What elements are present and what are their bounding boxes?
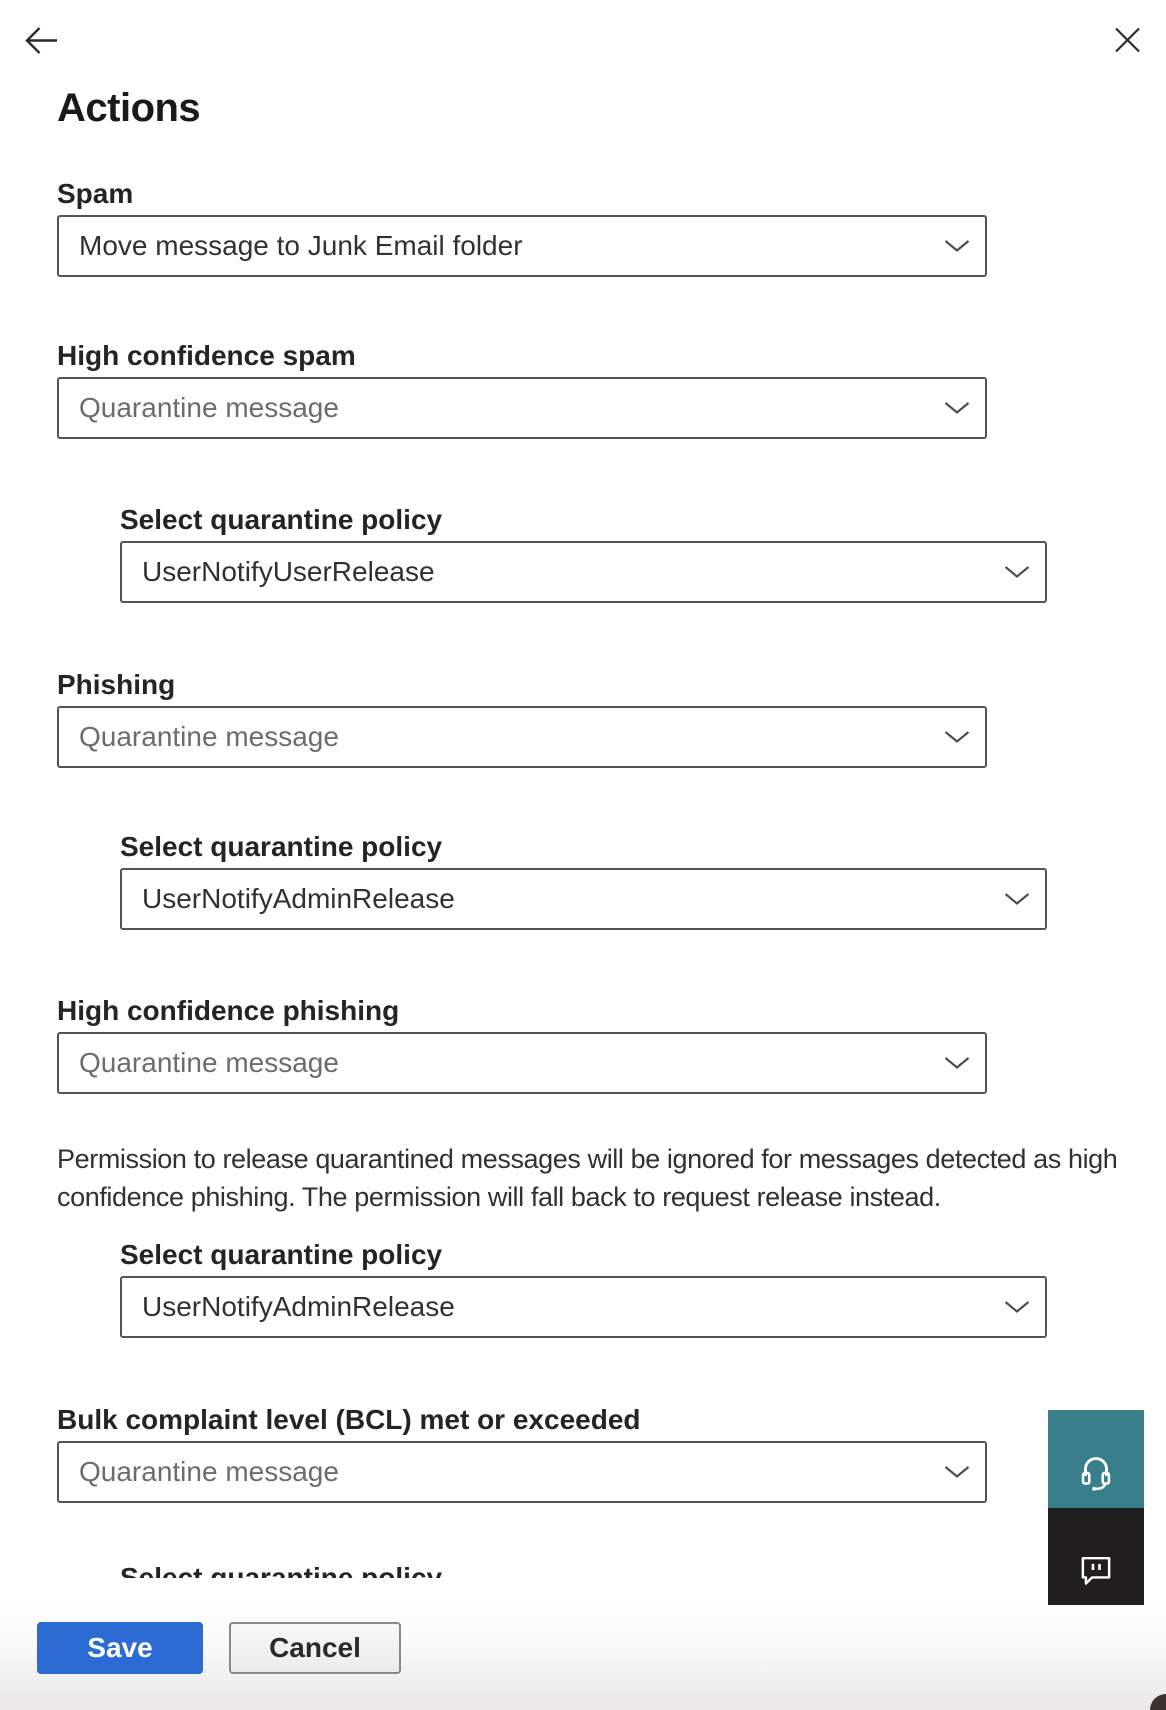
field-phishing <box>57 668 987 768</box>
page-title: Actions <box>57 86 201 130</box>
hcs-quarantine-policy-label: Select quarantine policy <box>120 504 443 535</box>
high-confidence-phishing-note: Permission to release quarantined messages will be ignored for messages detected as high confidence phishing. The permission will fall back to request release instead. <box>57 1144 1118 1212</box>
phishing-label: Phishing <box>57 669 176 700</box>
high-confidence-phishing-value: Quarantine message <box>79 1047 339 1078</box>
close-button[interactable] <box>1114 26 1141 54</box>
spam-action-select[interactable] <box>57 215 987 277</box>
field-high-confidence-spam <box>57 339 987 439</box>
chevron-down-icon <box>944 240 970 253</box>
cancel-button[interactable]: Cancel <box>229 1622 401 1674</box>
phishing-value: Quarantine message <box>79 721 339 752</box>
bcl-value: Quarantine message <box>79 1456 339 1487</box>
phishing-quarantine-policy-label: Select quarantine policy <box>120 831 443 862</box>
footer-bar <box>0 1578 1166 1710</box>
spam-label: Spam <box>57 178 134 209</box>
assistance-buttons <box>1048 1410 1144 1605</box>
phishing-select[interactable] <box>57 706 987 768</box>
phishing-quarantine-policy-select[interactable] <box>120 868 1047 930</box>
high-confidence-phishing-label: High confidence phishing <box>57 995 400 1026</box>
field-spam <box>57 177 987 277</box>
chat-bubble-icon <box>1075 1549 1117 1591</box>
bcl-label: Bulk complaint level (BCL) met or exceeded <box>57 1404 641 1435</box>
field-phishing-quarantine-policy <box>120 830 1047 930</box>
chevron-down-icon <box>944 1466 970 1479</box>
chevron-down-icon <box>1004 893 1030 906</box>
save-button[interactable]: Save <box>37 1622 203 1674</box>
close-icon <box>1114 26 1141 54</box>
arrow-left-icon <box>24 23 58 58</box>
hcs-quarantine-policy-value: UserNotifyUserRelease <box>142 556 435 587</box>
chevron-down-icon <box>1004 1301 1030 1314</box>
high-confidence-phishing-select[interactable] <box>57 1032 987 1094</box>
back-button[interactable] <box>24 23 58 58</box>
high-confidence-spam-value: Quarantine message <box>79 392 339 423</box>
field-hcs-quarantine-policy <box>120 503 1047 603</box>
field-bcl <box>57 1403 987 1503</box>
spam-action-value: Move message to Junk Email folder <box>79 230 523 261</box>
hcp-quarantine-policy-label: Select quarantine policy <box>120 1239 443 1270</box>
bcl-select[interactable] <box>57 1441 987 1503</box>
high-confidence-spam-label: High confidence spam <box>57 340 356 371</box>
help-button[interactable] <box>1048 1410 1144 1508</box>
headset-icon <box>1073 1449 1119 1495</box>
hcs-quarantine-policy-select[interactable] <box>120 541 1047 603</box>
field-hcp-quarantine-policy <box>120 1238 1047 1338</box>
chevron-down-icon <box>944 402 970 415</box>
high-confidence-spam-select[interactable] <box>57 377 987 439</box>
field-high-confidence-phishing <box>57 994 987 1094</box>
chevron-down-icon <box>944 1057 970 1070</box>
phishing-quarantine-policy-value: UserNotifyAdminRelease <box>142 883 455 914</box>
hcp-quarantine-policy-value: UserNotifyAdminRelease <box>142 1291 455 1322</box>
feedback-button[interactable] <box>1048 1508 1144 1605</box>
chevron-down-icon <box>944 731 970 744</box>
hcp-quarantine-policy-select[interactable] <box>120 1276 1047 1338</box>
chevron-down-icon <box>1004 566 1030 579</box>
